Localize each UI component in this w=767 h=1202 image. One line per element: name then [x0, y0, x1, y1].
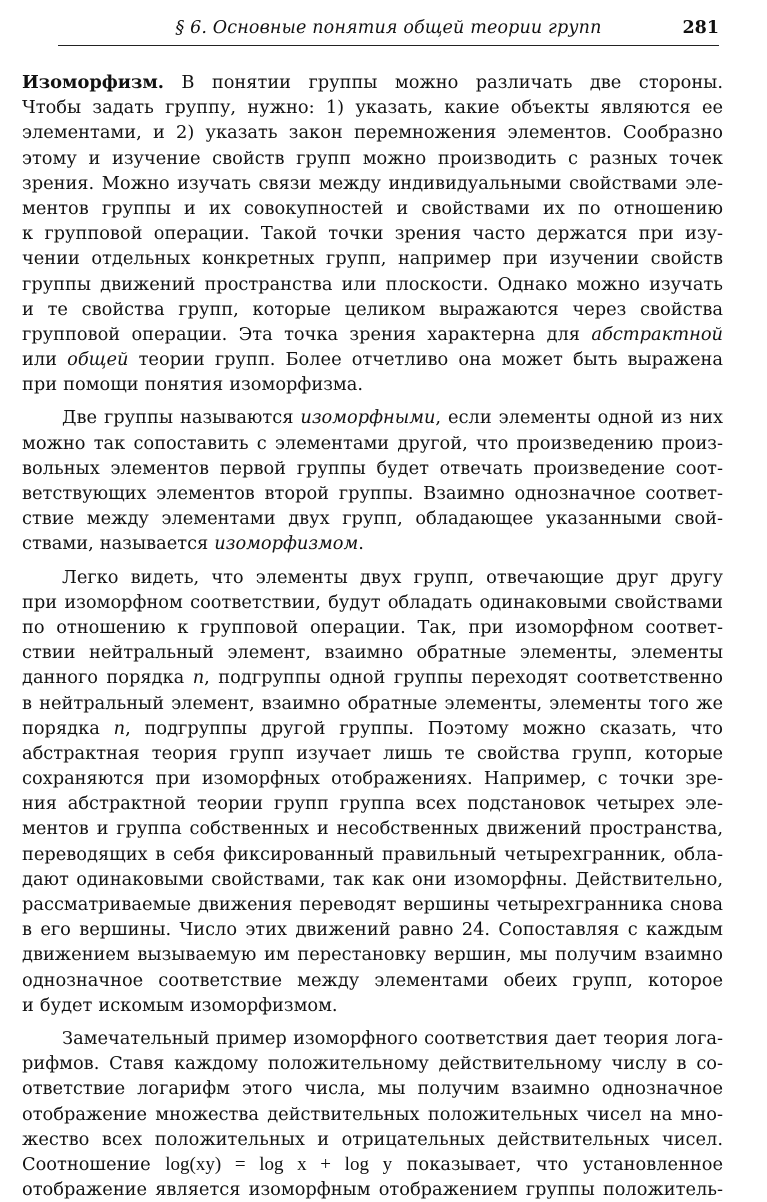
header-rule	[58, 45, 719, 46]
body-text	[22, 70, 723, 1202]
text-run: порядка	[22, 717, 114, 739]
text-line	[22, 221, 723, 246]
text-line	[22, 691, 723, 716]
text-run: отображение является изоморфным отображением группы положитель-	[22, 1179, 723, 1201]
text-line	[22, 1102, 723, 1127]
text-line	[22, 1076, 723, 1101]
text-line	[22, 196, 723, 221]
bold-term: Изоморфизм.	[22, 72, 164, 93]
text-line	[22, 531, 723, 556]
text-line	[22, 665, 723, 690]
text-line	[22, 590, 723, 615]
text-line	[22, 246, 723, 271]
paragraph	[22, 405, 723, 556]
text-line	[22, 917, 723, 942]
text-line	[22, 741, 723, 766]
text-line	[22, 506, 723, 531]
text-line	[22, 892, 723, 917]
text-line	[22, 405, 723, 430]
page-header	[58, 14, 719, 46]
text-line	[22, 1051, 723, 1076]
text-run: .	[358, 533, 364, 555]
italic-term: общей	[67, 349, 129, 371]
text-run: ствии нейтральный элемент, взаимно обратные элементы, элементы	[22, 642, 723, 664]
text-line	[22, 766, 723, 791]
text-line	[22, 791, 723, 816]
italic-term: изоморфизмом	[214, 533, 359, 555]
math-formula: log(xy) = log x + log y	[165, 1153, 393, 1175]
text-run: чении отдельных конкретных групп, например при изучении свойств	[22, 248, 723, 270]
text-run: рифмов. Ставя каждому положительному действительному числу в со-	[22, 1053, 723, 1075]
text-run: рассматриваемые движения переводят вершины четырехгранника снова	[22, 894, 723, 915]
text-run: к групповой операции. Такой точки зрения часто держатся при изу-	[22, 223, 723, 245]
text-run: однозначное соответствие между элементами обеих групп, которое	[22, 969, 723, 991]
text-line	[22, 95, 723, 120]
text-run: данного порядка	[22, 667, 193, 689]
italic-term: абстрактной	[591, 323, 723, 345]
paragraph	[22, 70, 723, 397]
text-run: отображение множества действительных положительных чисел на мно-	[22, 1103, 723, 1125]
text-run: абстрактная теория групп изучает лишь те свойства групп, которые	[22, 742, 723, 764]
text-run: показывает, что установленное	[392, 1153, 723, 1175]
text-run: ветствующих элементов второй группы. Взаимно однозначное соответ-	[22, 483, 723, 504]
text-run: ствие между элементами двух групп, обладающее указанными свой-	[22, 508, 723, 530]
text-run: при помощи понятия изоморфизма.	[22, 374, 363, 396]
text-run: Легко видеть, что элементы двух групп, отвечающие друг другу	[62, 566, 723, 588]
text-run: , подгруппы одной группы переходят соответственно	[204, 667, 723, 689]
text-run: и те свойства групп, которые целиком выражаются через свойства	[22, 298, 723, 320]
text-run: можно так сопоставить с элементами другой, что произведению произ-	[22, 432, 723, 454]
text-run: ния абстрактной теории групп группа всех подстановок четырех эле-	[22, 793, 723, 815]
text-run: вольных элементов первой группы будет отвечать произведение соот-	[22, 457, 723, 479]
text-line	[22, 456, 723, 481]
text-run: движением вызываемую им перестановку вершин, мы получим взаимно	[22, 944, 723, 966]
text-line	[22, 120, 723, 145]
text-line	[22, 1152, 723, 1177]
text-run: элементами, и 2) указать закон перемножения элементов. Сообразно	[22, 122, 723, 144]
text-line	[22, 481, 723, 506]
text-line	[22, 347, 723, 372]
text-line	[22, 1026, 723, 1051]
text-run: при изоморфном соответствии, будут обладать одинаковыми свойствами	[22, 591, 723, 613]
text-run: этому и изучение свойств групп можно производить с разных точек	[22, 147, 723, 169]
text-run: ствами, называется	[22, 533, 215, 555]
text-run: или	[22, 349, 68, 371]
paragraph	[22, 565, 723, 1018]
text-run: В понятии группы можно различать две стороны.	[163, 72, 723, 93]
text-line	[22, 968, 723, 993]
text-run: и будет искомым изоморфизмом.	[22, 994, 338, 1016]
page-number: 281	[682, 18, 719, 38]
text-line	[22, 431, 723, 456]
text-run: группы движений пространства или плоскости. Однако можно изучать	[22, 273, 723, 295]
text-run: переводящих в себя фиксированный правильный четырехгранник, обла-	[22, 843, 723, 865]
text-run: теории групп. Более отчетливо она может быть выражена	[128, 349, 723, 371]
text-line	[22, 272, 723, 297]
text-run: по отношению к групповой операции. Так, при изоморфном соответ-	[22, 616, 723, 638]
text-run: в его вершины. Число этих движений равно 24. Сопоставляя с каждым	[22, 919, 723, 941]
text-run: Замечательный пример изоморфного соответствия дает теория лога-	[62, 1027, 723, 1049]
text-run: ментов и группа собственных и несобственных движений пространства,	[22, 818, 723, 840]
text-run: Две группы называются	[62, 407, 301, 429]
text-line	[22, 1127, 723, 1152]
text-line	[22, 640, 723, 665]
text-run: жество всех положительных и отрицательных действительных чисел.	[22, 1128, 723, 1150]
text-line	[22, 615, 723, 640]
text-run: Чтобы задать группу, нужно: 1) указать, какие объекты являются ее	[22, 97, 723, 119]
text-line	[22, 1177, 723, 1202]
text-run: Соотношение	[22, 1153, 166, 1175]
paragraph-gap	[22, 397, 723, 405]
italic-term: n	[192, 667, 205, 689]
text-line	[22, 565, 723, 590]
text-line	[22, 867, 723, 892]
italic-term: n	[113, 717, 126, 739]
text-line	[22, 842, 723, 867]
text-run: дают одинаковыми свойствами, так как они изоморфны. Действительно,	[22, 868, 723, 890]
paragraph-gap	[22, 557, 723, 565]
text-run: групповой операции. Эта точка зрения характерна для	[22, 323, 592, 345]
text-line	[22, 146, 723, 171]
text-line	[22, 70, 723, 95]
text-line	[22, 816, 723, 841]
text-line	[22, 171, 723, 196]
italic-term: изоморфными	[300, 407, 436, 429]
text-run: в нейтральный элемент, взаимно обратные элементы, элементы того же	[22, 692, 723, 714]
text-run: зрения. Можно изучать связи между индивидуальными свойствами эле-	[22, 172, 723, 194]
text-run: ментов группы и их совокупностей и свойствами их по отношению	[22, 197, 723, 219]
running-title: § 6. Основные понятия общей теории групп	[175, 18, 602, 38]
text-line	[22, 322, 723, 347]
paragraph-gap	[22, 1018, 723, 1026]
text-line	[22, 372, 723, 397]
text-line	[22, 942, 723, 967]
text-line	[22, 297, 723, 322]
text-run: ответствие логарифм этого числа, мы получим взаимно однозначное	[22, 1078, 723, 1100]
text-line	[22, 993, 723, 1018]
text-run: , если элементы одной из них	[435, 407, 723, 429]
text-line	[22, 716, 723, 741]
paragraph	[22, 1026, 723, 1202]
text-run: сохраняются при изоморфных отображениях. Например, с точки зре-	[22, 768, 723, 790]
text-run: , подгруппы другой группы. Поэтому можно сказать, что	[125, 717, 723, 739]
